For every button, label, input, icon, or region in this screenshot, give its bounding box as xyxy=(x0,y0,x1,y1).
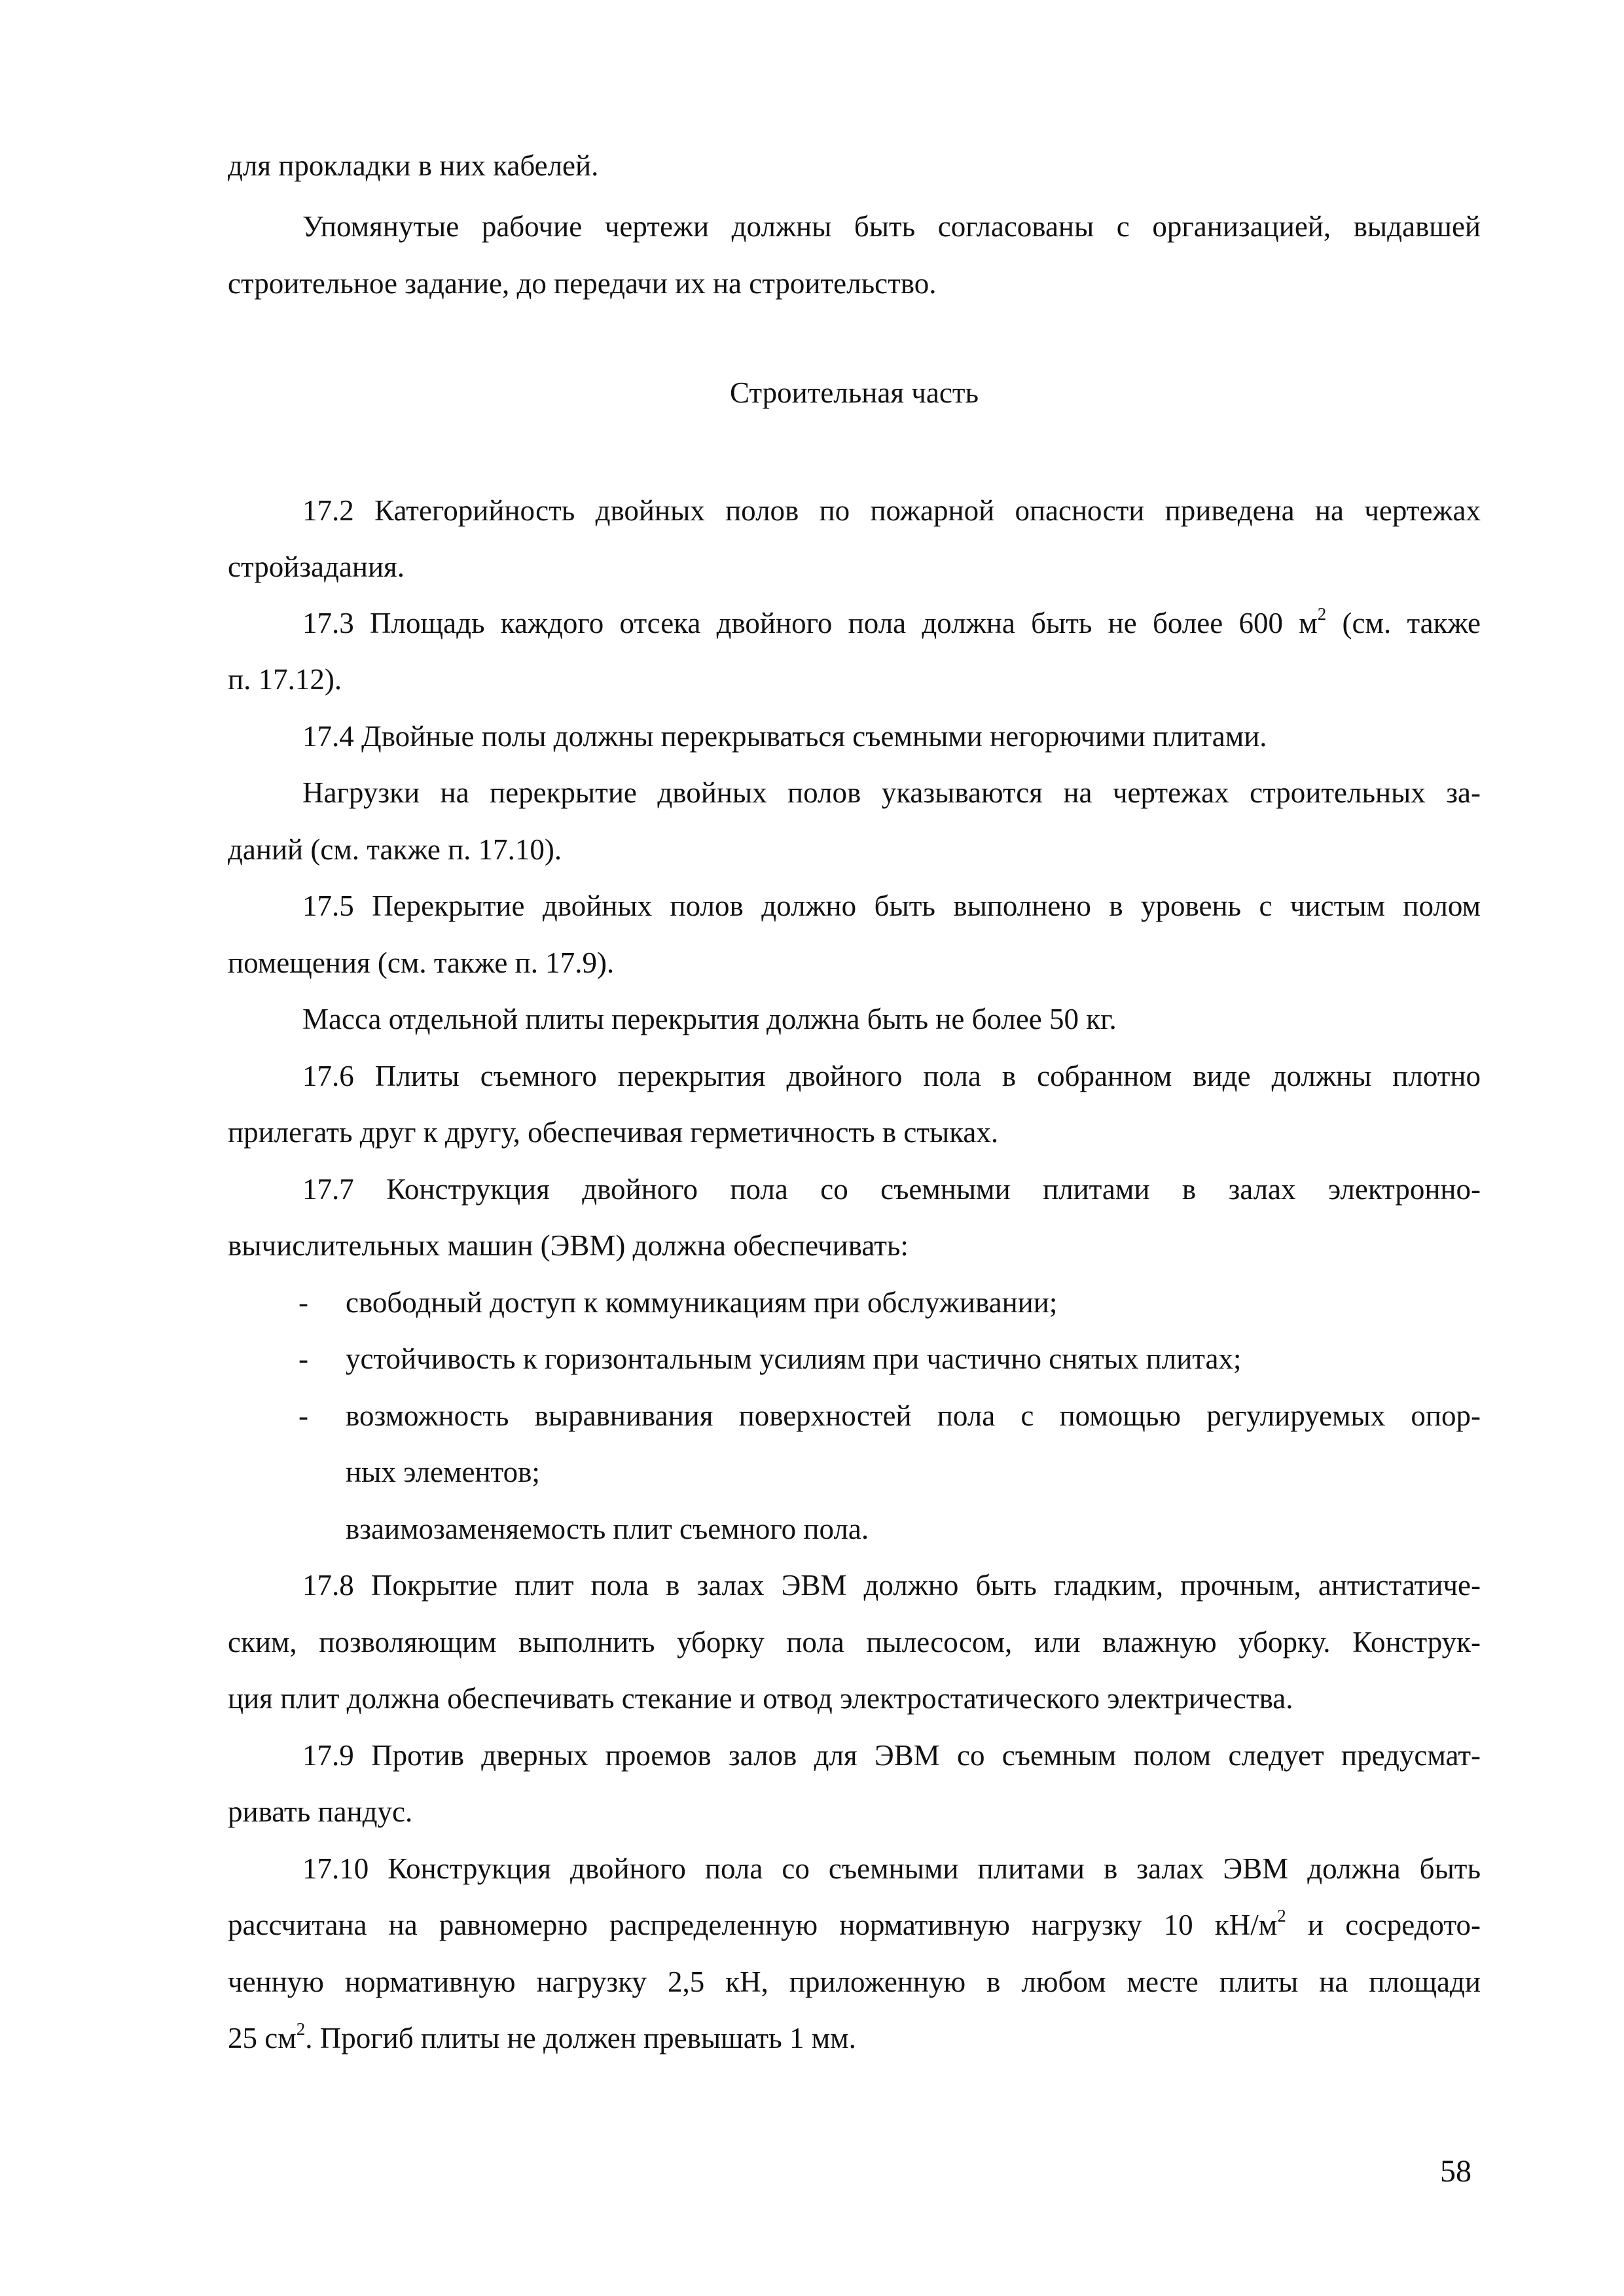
p17-5-mass-line: Масса отдельной плиты перекрытия должна быть не более 50 кг. xyxy=(302,1003,1117,1035)
p17-10-line-3: ченную нормативную нагрузку 2,5 кН, приложенную в любом месте плиты на площади xyxy=(228,1965,1481,1998)
p17-6-line-1: 17.6 Плиты съемного перекрытия двойного пола в собранном виде должны плотно xyxy=(302,1060,1481,1092)
p17-10-line-4-sup: 2 xyxy=(296,2018,306,2039)
bullet-dash-2: - xyxy=(298,1342,308,1375)
p17-8-line-1: 17.8 Покрытие плит пола в залах ЭВМ должно быть гладким, прочным, антистатиче- xyxy=(302,1569,1481,1602)
p17-10-line-2-sup: 2 xyxy=(1277,1905,1286,1926)
list-item-3-line-1: возможность выравнивания поверхностей пола с помощью регулируемых опор- xyxy=(346,1399,1481,1432)
list-item-1: свободный доступ к коммуникациям при обслуживании; xyxy=(346,1286,1058,1319)
list-item-3-line-2: ных элементов; xyxy=(346,1456,540,1488)
section-title: Строительная часть xyxy=(729,376,979,409)
bullet-dash-1: - xyxy=(298,1286,308,1319)
p17-10-line-4 xyxy=(228,2020,856,2056)
list-item-2: устойчивость к горизонтальным усилиям при частично снятых плитах; xyxy=(346,1342,1242,1375)
p17-5-line-2: помещения (см. также п. 17.9). xyxy=(228,946,615,979)
p17-7-line-2: вычислительных машин (ЭВМ) должна обеспечивать: xyxy=(228,1229,909,1262)
p17-5-line-1: 17.5 Перекрытие двойных полов должно быть выполнено в уровень с чистым полом xyxy=(302,889,1481,922)
intro-line-1: для прокладки в них кабелей. xyxy=(228,149,599,182)
p17-3-sup: 2 xyxy=(1317,603,1327,624)
p17-4-load-line-2: даний (см. также п. 17.10). xyxy=(228,833,562,866)
p17-2-line-2: стройзадания. xyxy=(228,550,405,583)
p17-3-text-a: 17.3 Площадь каждого отсека двойного пола должна быть не более 600 м xyxy=(302,607,1318,639)
p17-8-line-2: ским, позволяющим выполнить уборку пола пылесосом, или влажную уборку. Конструк- xyxy=(228,1626,1481,1659)
p17-3-line-2: п. 17.12). xyxy=(228,663,342,696)
p17-9-line-2: ривать пандус. xyxy=(228,1795,413,1828)
bullet-dash-3: - xyxy=(298,1399,308,1432)
p17-10-line-2-text-b: и сосредото- xyxy=(1286,1909,1481,1941)
p17-4-line-1: 17.4 Двойные полы должны перекрываться съемными негорючими плитами. xyxy=(302,720,1267,753)
intro-line-3: строительное задание, до передачи их на строительство. xyxy=(228,267,937,300)
p17-10-line-4-text-b: . Прогиб плиты не должен превышать 1 мм. xyxy=(305,2022,856,2054)
p17-9-line-1: 17.9 Против дверных проемов залов для ЭВМ со съемным полом следует предусмат- xyxy=(302,1739,1481,1772)
page-number: 58 xyxy=(1440,2154,1471,2189)
p17-10-line-2 xyxy=(228,1907,1481,1943)
p17-10-line-2-text-a: рассчитана на равномерно распределенную нормативную нагрузку 10 кН/м xyxy=(228,1909,1278,1941)
p17-2-line-1: 17.2 Категорийность двойных полов по пожарной опасности приведена на чертежах xyxy=(302,494,1481,527)
intro-line-2: Упомянутые рабочие чертежи должны быть согласованы с организацией, выдавшей xyxy=(302,210,1481,243)
p17-3-line-1 xyxy=(302,605,1481,641)
list-item-4: взаимозаменяемость плит съемного пола. xyxy=(346,1513,869,1545)
p17-6-line-2: прилегать друг к другу, обеспечивая герметичность в стыках. xyxy=(228,1116,999,1149)
p17-3-text-b: (см. также xyxy=(1326,607,1481,639)
p17-4-load-line-1: Нагрузки на перекрытие двойных полов указываются на чертежах строительных за- xyxy=(302,776,1481,809)
p17-7-line-1: 17.7 Конструкция двойного пола со съемными плитами в залах электронно- xyxy=(302,1173,1481,1206)
p17-10-line-4-text-a: 25 см xyxy=(228,2022,297,2054)
p17-10-line-1: 17.10 Конструкция двойного пола со съемными плитами в залах ЭВМ должна быть xyxy=(302,1852,1481,1885)
p17-8-line-3: ция плит должна обеспечивать стекание и отвод электростатического электричества. xyxy=(228,1682,1293,1715)
